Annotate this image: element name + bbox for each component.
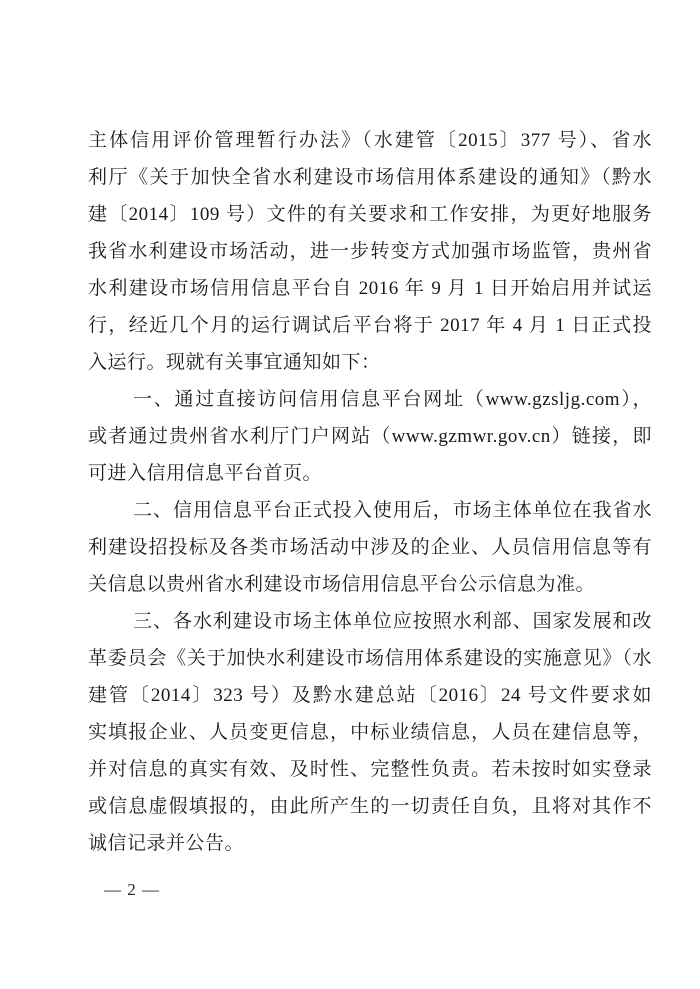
document-line: 革委员会《关于加快水利建设市场信用体系建设的实施意见》（水 bbox=[88, 648, 652, 669]
document-line: 并对信息的真实有效、及时性、完整性负责。若未按时如实登录 bbox=[88, 759, 652, 780]
document-line-item-two: 二、信用信息平台正式投入使用后，市场主体单位在我省水 bbox=[133, 500, 652, 521]
document-body bbox=[88, 122, 652, 862]
page-number-label: — 2 — bbox=[104, 880, 160, 899]
document-line: 行，经近几个月的运行调试后平台将于 2017 年 4 月 1 日正式投 bbox=[88, 315, 652, 336]
document-line: 或者通过贵州省水利厅门户网站（www.gzmwr.gov.cn）链接，即 bbox=[88, 426, 652, 447]
document-line: 水利建设市场信用信息平台自 2016 年 9 月 1 日开始启用并试运 bbox=[88, 278, 652, 299]
document-line: 入运行。现就有关事宜通知如下： bbox=[88, 352, 381, 373]
page-footer bbox=[104, 878, 160, 902]
document-line: 主体信用评价管理暂行办法》（水建管〔2015〕377 号）、省水 bbox=[88, 130, 652, 151]
document-line: 可进入信用信息平台首页。 bbox=[88, 463, 323, 484]
document-line: 诚信记录并公告。 bbox=[88, 833, 245, 854]
document-line: 我省水利建设市场活动，进一步转变方式加强市场监管，贵州省 bbox=[88, 241, 652, 262]
document-line: 利建设招投标及各类市场活动中涉及的企业、人员信用信息等有 bbox=[88, 537, 652, 558]
document-line: 关信息以贵州省水利建设市场信用信息平台公示信息为准。 bbox=[88, 574, 596, 595]
document-line: 利厅《关于加快全省水利建设市场信用体系建设的通知》（黔水 bbox=[88, 167, 652, 188]
document-line-item-one: 一、通过直接访问信用信息平台网址（www.gzsljg.com）， bbox=[133, 389, 652, 410]
document-line: 建〔2014〕109 号）文件的有关要求和工作安排，为更好地服务 bbox=[88, 204, 652, 225]
document-line: 实填报企业、人员变更信息，中标业绩信息，人员在建信息等， bbox=[88, 722, 652, 743]
document-line: 或信息虚假填报的，由此所产生的一切责任自负，且将对其作不 bbox=[88, 796, 652, 817]
document-line-item-three: 三、各水利建设市场主体单位应按照水利部、国家发展和改 bbox=[133, 611, 652, 632]
document-line: 建管〔2014〕323 号）及黔水建总站〔2016〕24 号文件要求如 bbox=[88, 685, 652, 706]
